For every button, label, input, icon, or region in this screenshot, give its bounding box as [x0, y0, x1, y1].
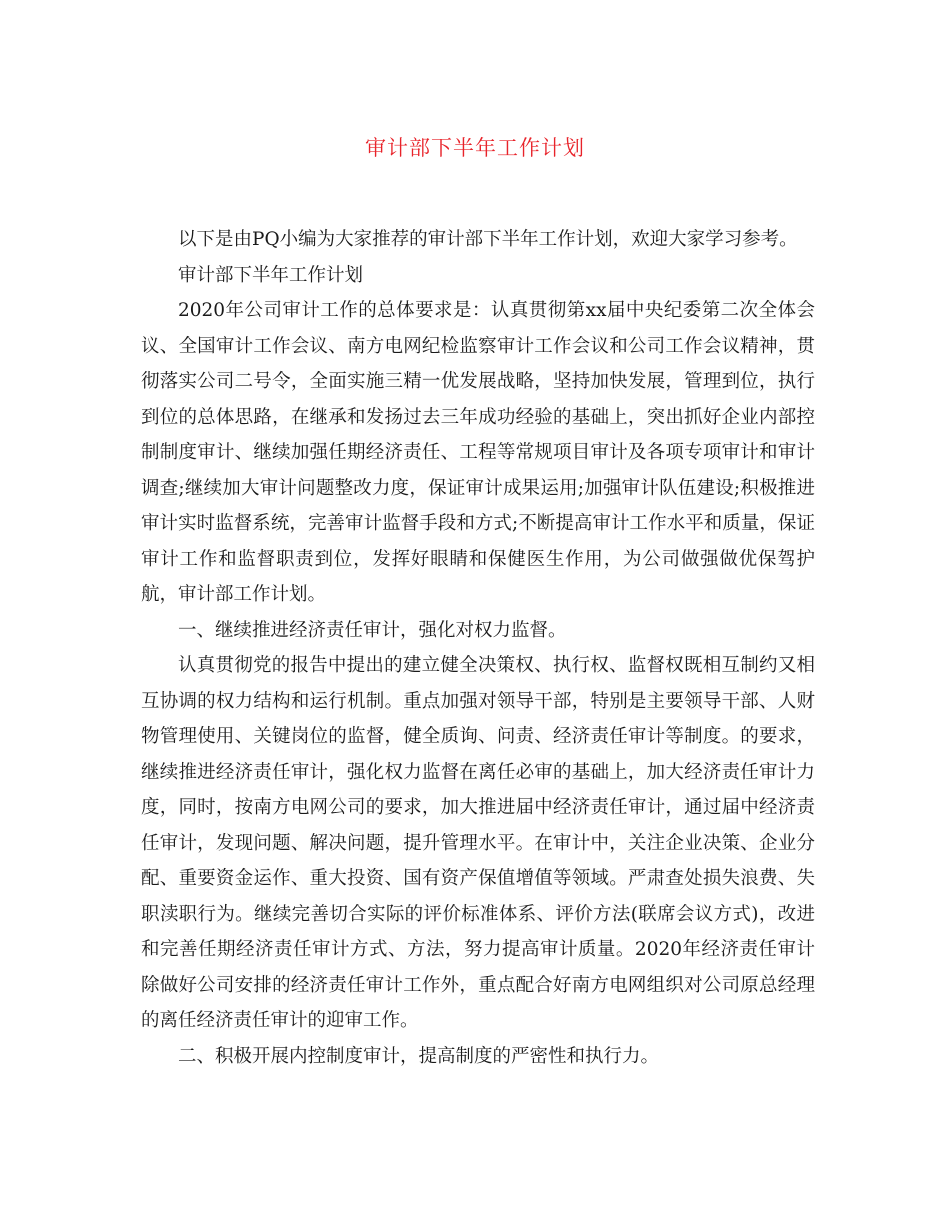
overview-paragraph: 2020年公司审计工作的总体要求是：认真贯彻第xx届中央纪委第二次全体会议、全国审计工作会议、南方电网纪检监察审计工作会议和公司工作会议精神，贯彻落实公司二号令，全面实施三精一优发展战略，坚持加快发展，管理到位，执行到位的总体思路，在继承和发扬过去三年成功经验的基础上，突出抓好企业内部控制制度审计、继续加强任期经济责任、工程等常规项目审计及各项专项审计和审计调查;继续加大审计问题整改力度，保证审计成果运用;加强审计队伍建设;积极推进审计实时监督系统，完善审计监督手段和方式;不断提高审计工作水平和质量，保证审计工作和监督职责到位，发挥好眼睛和保健医生作用，为公司做强做优保驾护航，审计部工作计划。: [141, 300, 815, 605]
intro-paragraph: 以下是由PQ小编为大家推荐的审计部下半年工作计划，欢迎大家学习参考。: [178, 229, 798, 250]
document-title: 审计部下半年工作计划: [365, 136, 585, 160]
subtitle-paragraph: 审计部下半年工作计划: [178, 264, 364, 286]
document-body: [141, 222, 815, 1074]
section-heading-1: 一、继续推进经济责任审计，强化对权力监督。: [178, 619, 567, 641]
section-1-paragraph: 认真贯彻党的报告中提出的建立健全决策权、执行权、监督权既相互制约又相互协调的权力结构和运行机制。重点加强对领导干部，特别是主要领导干部、人财物管理使用、关键岗位的监督，健全质询、问责、经济责任审计等制度。的要求，继续推进经济责任审计，强化权力监督在离任必审的基础上，加大经济责任审计力度，同时，按南方电网公司的要求，加大推进届中经济责任审计，通过届中经济责任审计，发现问题、解决问题，提升管理水平。在审计中，关注企业决策、企业分配、重要资金运作、重大投资、国有资产保值增值等领域。严肃查处损失浪费、失职渎职行为。继续完善切合实际的评价标准体系、评价方法(联席会议方式)，改进和完善任期经济责任审计方式、方法，努力提高审计质量。2020年经济责任审计除做好公司安排的经济责任审计工作外，重点配合好南方电网组织对公司原总经理的离任经济责任审计的迎审工作。: [141, 655, 815, 1031]
section-heading-2: 二、积极开展内控制度审计，提高制度的严密性和执行力。: [178, 1045, 660, 1067]
